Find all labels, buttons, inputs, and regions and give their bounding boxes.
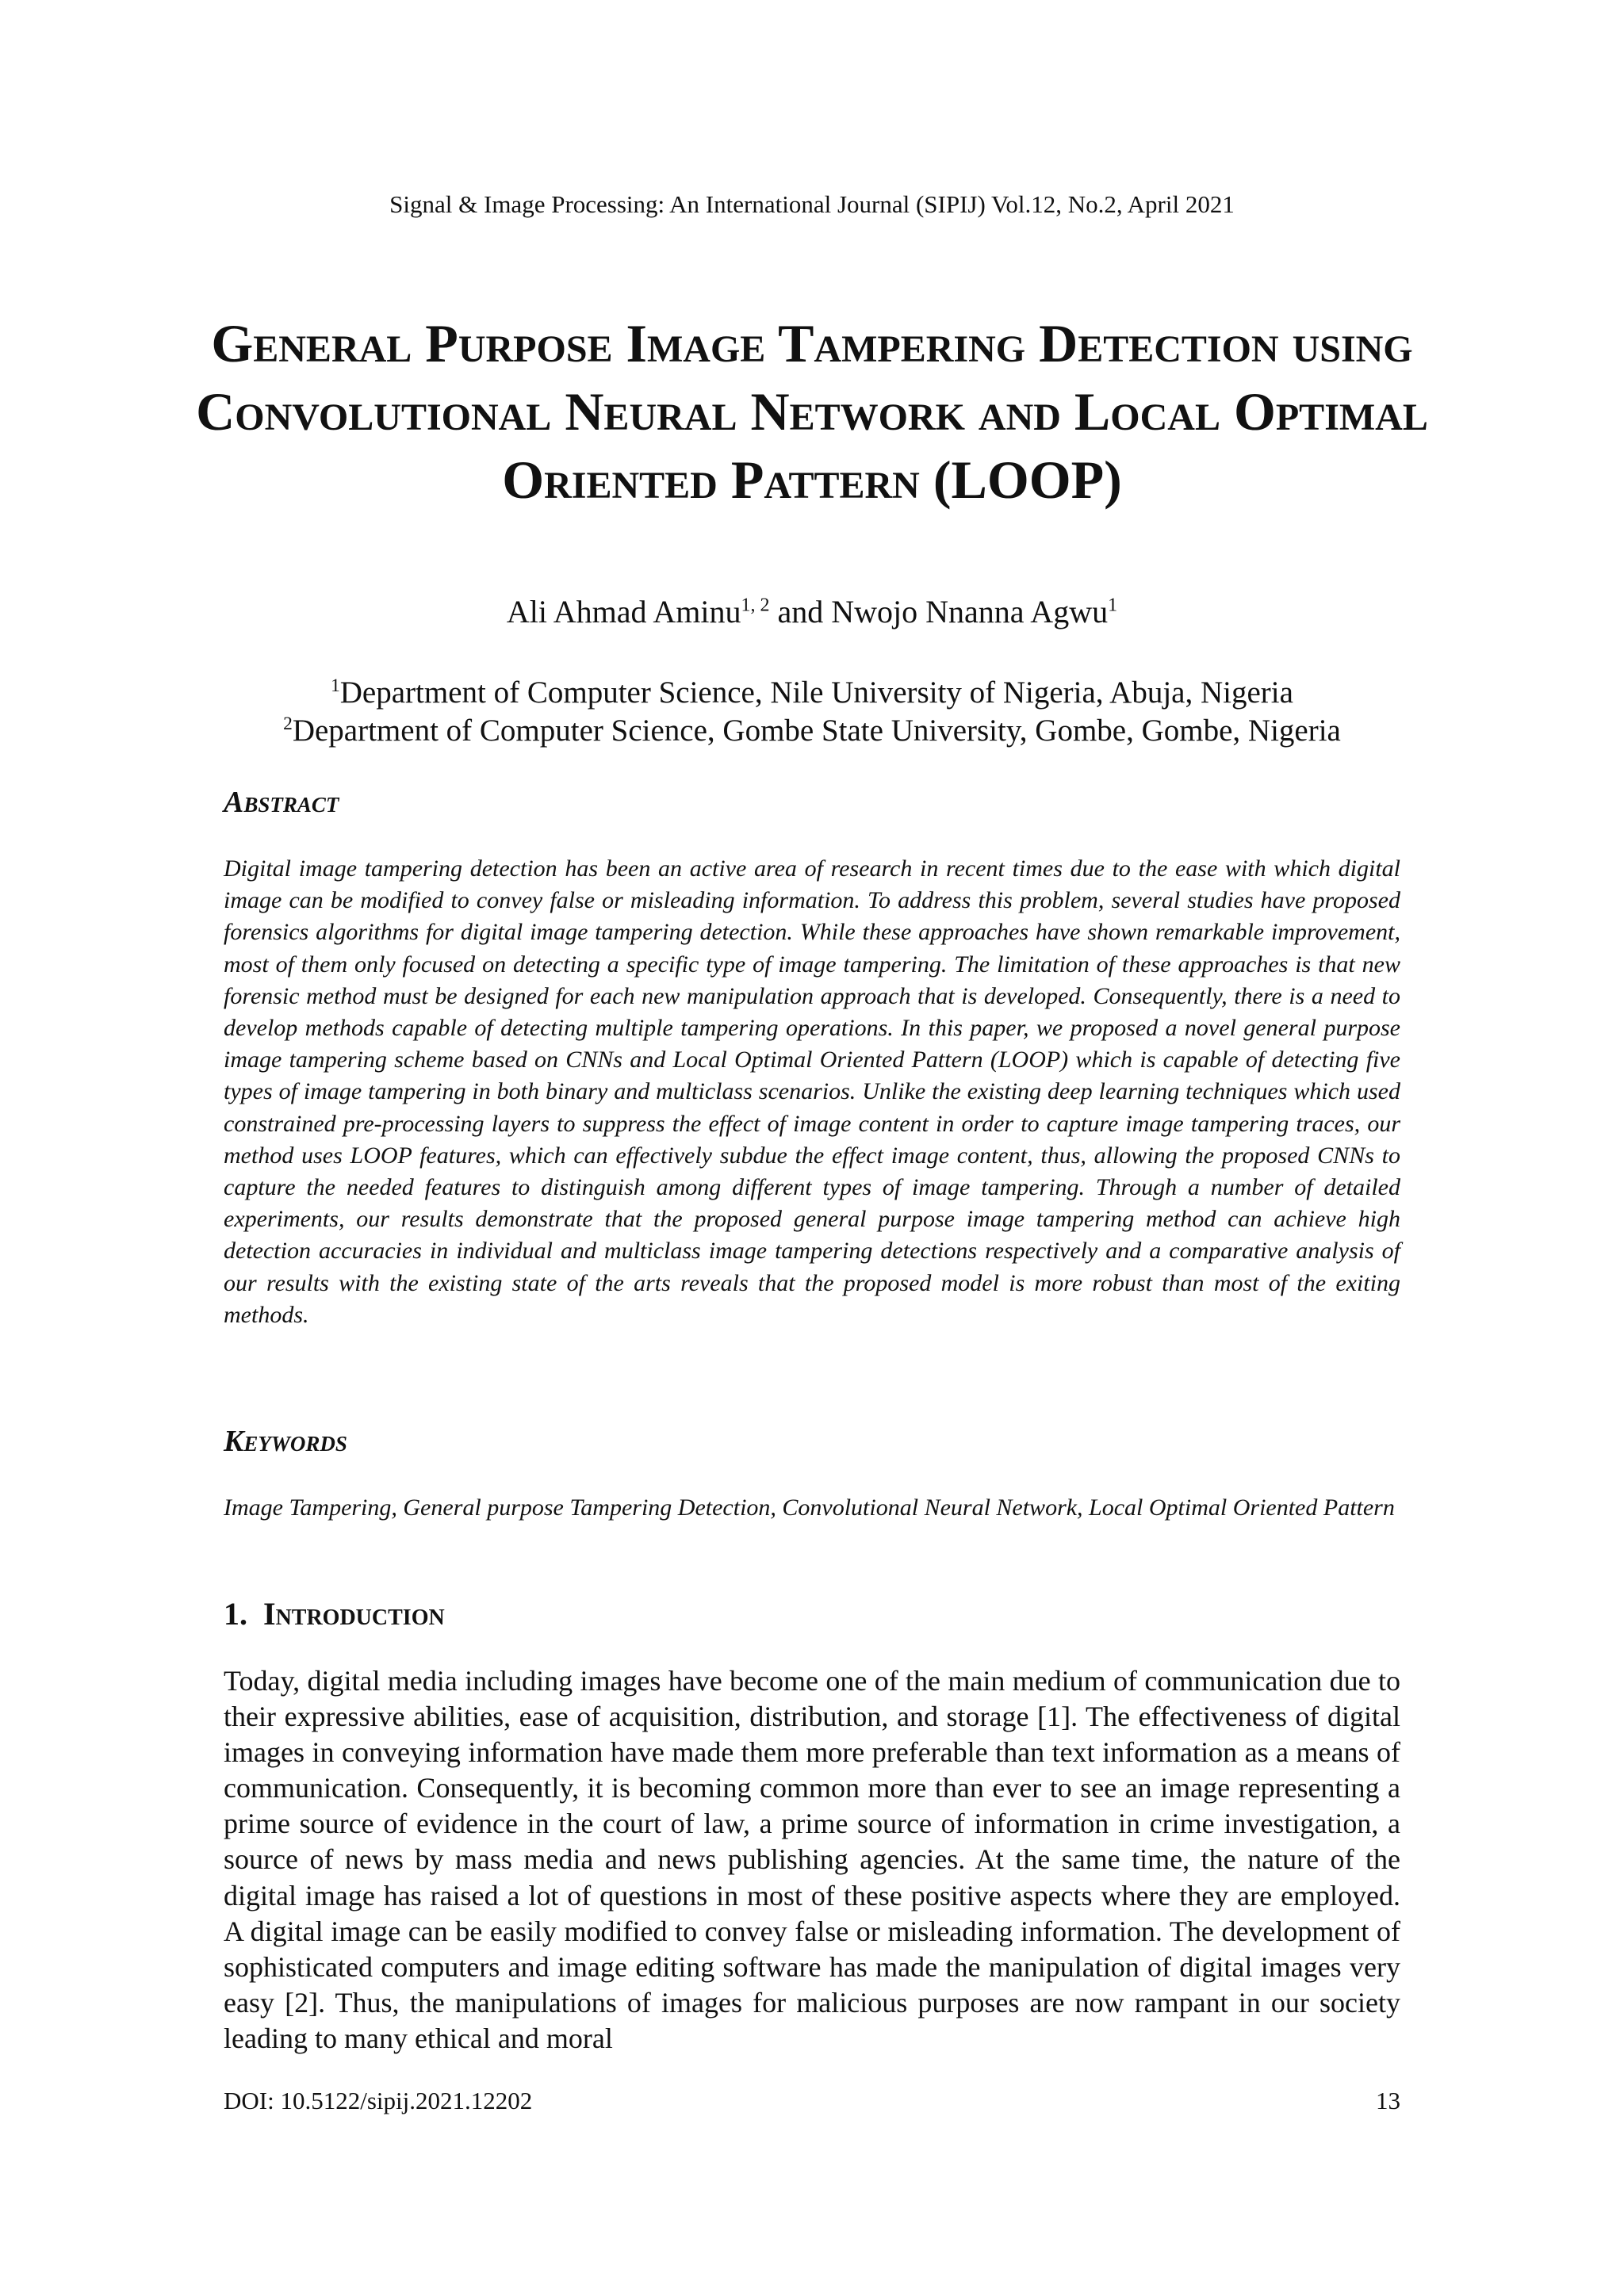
abstract-text: Digital image tampering detection has been an active area of research in recent times due to the ease with which digital image can be modified to convey false or misleading information. To address this problem, several studies have proposed forensics algorithms for digital image tampering detection. While these approaches have shown remarkable improvement, most of them only focused on detecting a specific type of image tampering. The limitation of these approaches is that new forensic method must be designed for each new manipulation approach that is developed. Consequently, there is a need to develop methods capable of detecting multiple tampering operations. In this paper, we proposed a novel general purpose image tampering scheme based on CNNs and Local Optimal Oriented Pattern (LOOP) which is capable of detecting five types of image tampering in both binary and multiclass scenarios. Unlike the existing deep learning techniques which used constrained pre-processing layers to suppress the effect of image content in order to capture image tampering traces, our method uses LOOP features, which can effectively subdue the effect image content, thus, allowing the proposed CNNs to capture the needed features to distinguish among different types of image tampering. Through a number of detailed experiments, our results demonstrate that the proposed general purpose image tampering method can achieve high detection accuracies in individual and multiclass image tampering detections respectively and a comparative analysis of our results with the existing state of the arts reveals that the proposed model is more robust than most of the exiting methods.	[224, 855, 1400, 1328]
affiliation-text: Department of Computer Science, Nile University of Nigeria, Abuja, Nigeria	[339, 675, 1293, 710]
author-name: Ali Ahmad Aminu	[506, 594, 741, 629]
paper-title: General Purpose Image Tampering Detection using Convolutional Neural Network and Local Optimal Oriented Pattern (LOOP)	[196, 313, 1428, 510]
abstract-heading: Abstract	[224, 786, 339, 819]
affiliation-line	[0, 674, 1624, 712]
keywords-heading: Keywords	[224, 1425, 347, 1458]
affiliation-marker: 1	[331, 675, 340, 696]
affiliation-line	[0, 712, 1624, 750]
author-name: Nwojo Nnanna Agwu	[831, 594, 1109, 629]
author-affiliation-marker: 1, 2	[741, 595, 770, 616]
authors	[0, 593, 1624, 630]
section-title: Introduction	[263, 1596, 445, 1632]
affiliation-marker: 2	[283, 714, 293, 734]
introduction-text: Today, digital media including images have become one of the main medium of communication due to their expressive abilities, ease of acquisition, distribution, and storage [1]. The effectiveness of digital images in conveying information have made them more preferable than text information as a means of communication. Consequently, it is becoming common more than ever to see an image representing a prime source of evidence in the court of law, a prime source of information in crime investigation, a source of news by mass media and news publishing agencies. At the same time, the nature of the digital image has raised a lot of questions in most of these positive aspects where they are employed. A digital image can be easily modified to convey false or misleading information. The development of sophisticated computers and image editing software has made the manipulation of digital images very easy [2]. Thus, the manipulations of images for malicious purposes are now rampant in our society leading to many ethical and moral	[224, 1665, 1400, 2054]
keywords-text: Image Tampering, General purpose Tampering Detection, Convolutional Neural Network, Local Optimal Oriented Pattern	[224, 1494, 1395, 1521]
affiliations	[0, 674, 1624, 750]
author-connector: and	[769, 594, 832, 629]
introduction-heading	[224, 1595, 445, 1632]
section-number: 1.	[224, 1596, 247, 1632]
author-affiliation-marker: 1	[1108, 595, 1118, 616]
page-number: 13	[1376, 2087, 1400, 2114]
journal-header: Signal & Image Processing: An International Journal (SIPIJ) Vol.12, No.2, April 2021	[389, 190, 1235, 218]
affiliation-text: Department of Computer Science, Gombe State University, Gombe, Gombe, Nigeria	[292, 714, 1341, 748]
doi: DOI: 10.5122/sipij.2021.12202	[224, 2087, 533, 2114]
